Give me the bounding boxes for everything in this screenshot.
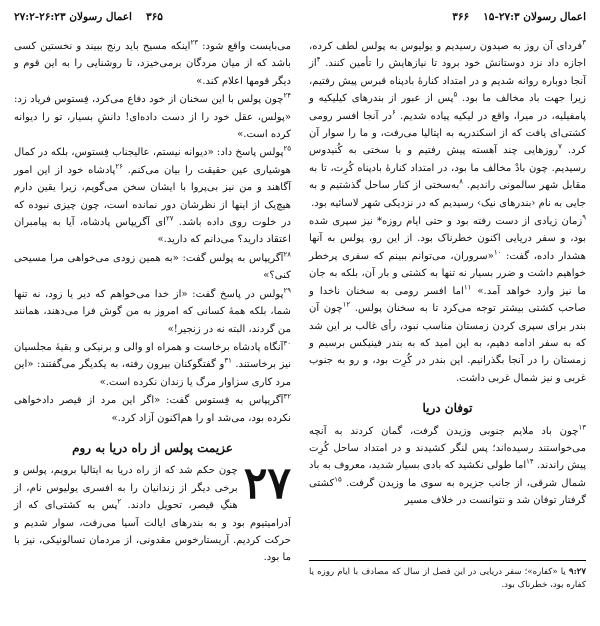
chapter-number: ۲۷	[243, 458, 291, 510]
verse-text: روزهایی چند آهسته پیش رفتیم و با سختی به کُنیدوس رسیدیم. چون بادْ مخالف ما بود، در امتداد کنارهٔ بادپناه کُرِت، تا به مقابل شهر سالمونی راندیم.	[309, 145, 586, 192]
verse-number: ۸	[459, 177, 464, 186]
verse-number: ۲۵	[283, 145, 291, 154]
section-title-voyage: عزیمت پولس از راه دریا به روم	[72, 440, 233, 455]
left-column	[14, 38, 291, 568]
verse-number: ۱۳	[578, 423, 586, 432]
verse-text: ای اَگریپاس پادشاه، آیا به پیامبران اعتقاد دارید؟ می‌دانم که دارید.»	[14, 217, 291, 246]
paragraph	[14, 91, 291, 143]
paragraph	[14, 392, 291, 427]
section-title-storm: توفان دریا	[422, 401, 473, 416]
chapter-27-paragraph	[14, 458, 291, 566]
verse-number: ۲۳	[190, 38, 199, 47]
left-page-header	[14, 9, 163, 25]
footnote-ref: ۹:۲۷	[568, 567, 587, 577]
verse-number: ۷	[558, 143, 562, 152]
verse-text: پولس پاسخ داد: «دیوانه نیستم، عالیجناب فِستوس، بلکه در کمال هوشیاری عین حقیقت را بیان می‌کنم.	[14, 147, 291, 176]
verse-number: ۲۴	[283, 91, 291, 100]
verse-number: ۶	[391, 108, 396, 117]
verse-number: ۱۵	[334, 475, 342, 484]
verse-text: اَگریپاس به پولس گفت: «به همین زودی می‌خواهی مرا مسیحی کنی؟»	[14, 252, 291, 282]
paragraph	[309, 423, 586, 510]
verse-text: پولس در پاسخ گفت: «از خدا می‌خواهم که دیر یا زود، نه تنها شما، بلکه همهٔ کسانی که امروز به من گوش فرا می‌دهند، همانند من گردند، البته نه در زنجیر!»	[14, 288, 291, 335]
paragraph	[14, 286, 291, 338]
verse-text: و گفتگوکنان بیرون رفته، به یکدیگر می‌گفتند: «این مرد کاری سزاوار مرگ یا زندان نکرده است.»	[14, 359, 291, 388]
verse-text: اینکه مسیح باید رنج ببیند و نخستین کسی باشد که از میان مردگان برمی‌خیزد، تا روشنایی را به این قوم و دیگر قومها اعلام کند.»	[14, 41, 291, 87]
verse-number: ۲۶	[115, 162, 123, 171]
verse-number: ۵	[453, 90, 458, 99]
verse-number: ۱۴	[526, 457, 534, 466]
verse-text: اما طولی نکشید که بادی بسیار شدید، معروف به باد شمال شرقی، از جانب جزیره به سوی ما وزیدن گرفت.	[309, 460, 586, 489]
paragraph	[14, 250, 291, 285]
verse-number: ۳	[582, 38, 586, 47]
paragraph	[14, 38, 291, 90]
verse-text: چون باد ملایم جنوبی وزیدن گرفت، گمان کردند به آنچه می‌خواستند رسیده‌اند؛ پس لنگر کشیدند و در امتداد ساحل کُرِت پیش راندند.	[309, 425, 586, 472]
verse-number: ۱۰	[493, 248, 502, 257]
verse-text: می‌بایست واقع شود:	[198, 41, 292, 52]
verse-number: ۹	[582, 213, 586, 222]
verse-number: ۳۲	[283, 392, 291, 401]
footnote	[309, 560, 586, 592]
verse-number: ۲	[117, 497, 122, 506]
right-column	[309, 38, 586, 511]
verse-number: ۴	[316, 56, 321, 65]
right-page-header	[452, 9, 586, 25]
paragraph	[14, 339, 291, 391]
verse-text: از آنجا دوباره روانه شدیم و در امتداد کنارهٔ بادپناه قبرس پیش رفتیم، زیرا جهت باد مخالف ما بود.	[309, 58, 586, 105]
verse-text: آنگاه پادشاه برخاست و همراه او والی و برنیکی و بقیهٔ مجلسیان نیز برخاستند.	[14, 341, 291, 371]
footnote-text: یا «کفاره»؛ سفر دریایی در این فصل از سال که مصادف با ایام روزه یا کفاره بود، خطرناک بود.	[309, 567, 586, 590]
paragraph	[309, 38, 586, 212]
paragraph	[309, 213, 586, 387]
verse-text: چون پولس با این سخنان از خود دفاع می‌کرد، فِستوس فریاد زد: «پولس، عقل خود را از دست داده‌ای! دانشِ بسیار، تو را دیوانه کرده است.»	[14, 94, 291, 141]
verse-text: کشتی گرفتار توفان شد و نتوانست در خلاف مسیر	[309, 477, 586, 507]
verse-text: در آنجا افسر رومی کشتی‌ای یافت که از اسکندریه به ایتالیا می‌رفت، و ما را سوار آن کرد.	[309, 110, 586, 157]
right-header-title: اعمال رسولان ۲۷:۳-۱۵	[483, 11, 586, 23]
verse-text: پس از عبور از بندرهای کیلیکیه و پامفیلیه، در میرا، واقع در لیکیه پیاده شدیم.	[309, 93, 586, 122]
verse-number: ۳۱	[224, 356, 232, 365]
left-header-title: اعمال رسولان ۲۶:۲۳-۲۷:۲	[14, 11, 132, 23]
verse-number: ۲۸	[283, 250, 291, 259]
verse-number: ۲۹	[283, 286, 291, 295]
verse-number: ۱۱	[463, 283, 472, 292]
verse-text: به‌سختی از کنار ساحل گذشتیم و به جایی به نام ‹بندرهای نیک› رسیدیم که در نزدیکی شهر لاسائیه بود.	[309, 180, 586, 209]
verse-text: زمان زیادی از دست رفته بود و حتی ایام روزه* نیز سپری شده بود، و سفر دریایی اکنون خطرناک بود. از این رو، پولس به آنها هشدار داده، گفت:	[309, 216, 587, 262]
right-page-number: ۳۶۶	[452, 11, 470, 23]
paragraph	[14, 144, 291, 248]
left-page-number: ۳۶۵	[145, 11, 163, 23]
verse-text: چون حکم شد که از راه دریا به ایتالیا برویم، پولس و برخی دیگر از زندانیان را به افسری یولیوس نام، از هنگِ قیصر، تحویل دادند.	[14, 465, 238, 512]
verse-text: اَگریپاس به فِستوس گفت: «اگر این مرد از قیصر دادخواهی نکرده بود، می‌شد او را هم‌اکنون آزاد کرد.»	[14, 395, 291, 424]
verse-text: پادشاه خود از این امور آگاهند و من نیز بی‌پروا با ایشان سخن می‌گویم، زیرا یقین دارم هیچ‌یک از اینها از نظرشان دور نمانده است، چون چیزی نبوده که در خلوت روی داده باشد.	[14, 164, 292, 229]
verse-number: ۳۰	[283, 339, 291, 348]
verse-text: فردای آن روز به صیدون رسیدیم و یولیوس به پولس لطف کرده، اجازه داد نزد دوستانش خود برود تا نیازهایش را تأمین کنند.	[309, 41, 586, 70]
verse-text: «سروران، می‌توانم ببینم که سفری پرخطر خواهیم داشت و ضرر بسیار نه تنها به کشتی و بار آن، بلکه به جان ما نیز وارد خواهد آمد.»	[309, 250, 586, 297]
verse-text: اما افسر رومی به سخنان ناخدا و صاحب کشتی بیشتر توجه می‌کرد تا به سخنان پولس.	[309, 285, 586, 315]
verse-number: ۲۷	[165, 214, 174, 223]
verse-text: چون آن بندر برای سپری کردن زمستان مناسب نبود، رأی غالب بر این شد که به سفر ادامه دهیم، به این امید که به بندر فینیکس برسیم و زمستان را در آنجا بگذرانیم. این بندر در کُرِت بود، و رو به جنوب غربی و نیز شمال غربی داشت.	[309, 303, 586, 384]
verse-number: ۱۲	[342, 300, 351, 309]
verse-text: پس به کشتی‌ای که از اَدرامیتیوم بود و به بندرهای ایالت آسیا می‌رفت، سوار شدیم و حرکت کردیم. آریستارخوس مقدونی، از مردمان تسالونیکی، نیز با ما بود.	[14, 500, 291, 564]
